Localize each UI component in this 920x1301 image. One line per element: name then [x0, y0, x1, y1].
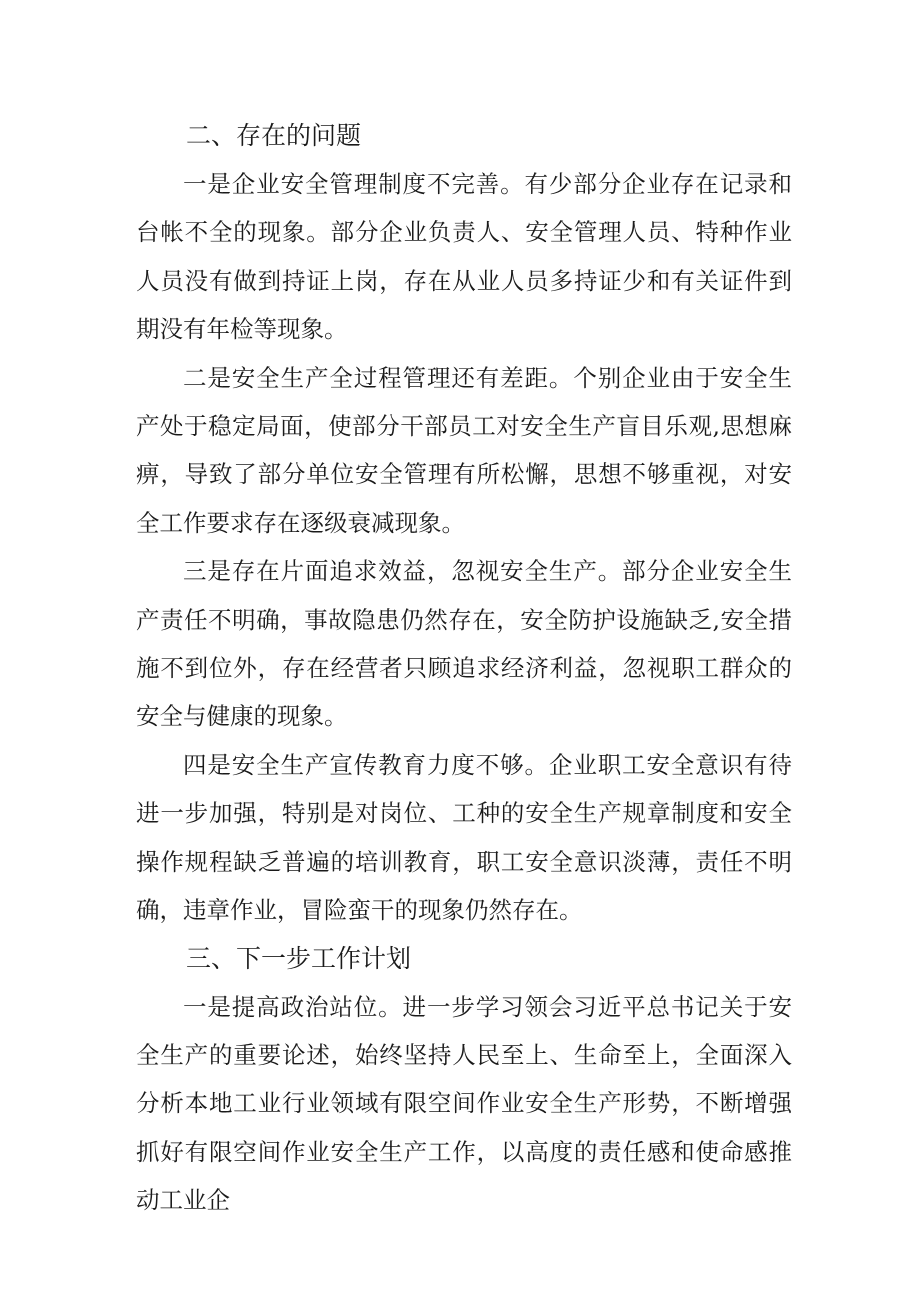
section-heading-next-plan: 三、下一步工作计划	[186, 943, 412, 973]
paragraph-plan-1: 一是提高政治站位。进一步学习领会习近平总书记关于安全生产的重要论述，始终坚持人民至上、生命至上，全面深入分析本地工业行业领域有限空间作业安全生产形势，不断增强抓好有限空间作业安全生产工作，以高度的责任感和使命感推动工业企	[136, 992, 792, 1215]
paragraph-problem-2: 二是安全生产全过程管理还有差距。个别企业由于安全生产处于稳定局面，使部分干部员工对安全生产盲目乐观,思想麻痹，导致了部分单位安全管理有所松懈，思想不够重视，对安全工作要求存在逐级衰减现象。	[136, 363, 792, 537]
section-heading-problems: 二、存在的问题	[186, 121, 362, 150]
paragraph-problem-1: 一是企业安全管理制度不完善。有少部分企业存在记录和台帐不全的现象。部分企业负责人、安全管理人员、特种作业人员没有做到持证上岗，存在从业人员多持证少和有关证件到期没有年检等现象。	[136, 170, 792, 344]
paragraph-problem-3: 三是存在片面追求效益，忽视安全生产。部分企业安全生产责任不明确，事故隐患仍然存在，安全防护设施缺乏,安全措施不到位外，存在经营者只顾追求经济利益，忽视职工群众的安全与健康的现象。	[136, 557, 792, 731]
paragraph-problem-4: 四是安全生产宣传教育力度不够。企业职工安全意识有待进一步加强，特别是对岗位、工种的安全生产规章制度和安全操作规程缺乏普遍的培训教育，职工安全意识淡薄，责任不明确，违章作业，冒险蛮干的现象仍然存在。	[136, 750, 792, 925]
document-body	[136, 112, 792, 1225]
